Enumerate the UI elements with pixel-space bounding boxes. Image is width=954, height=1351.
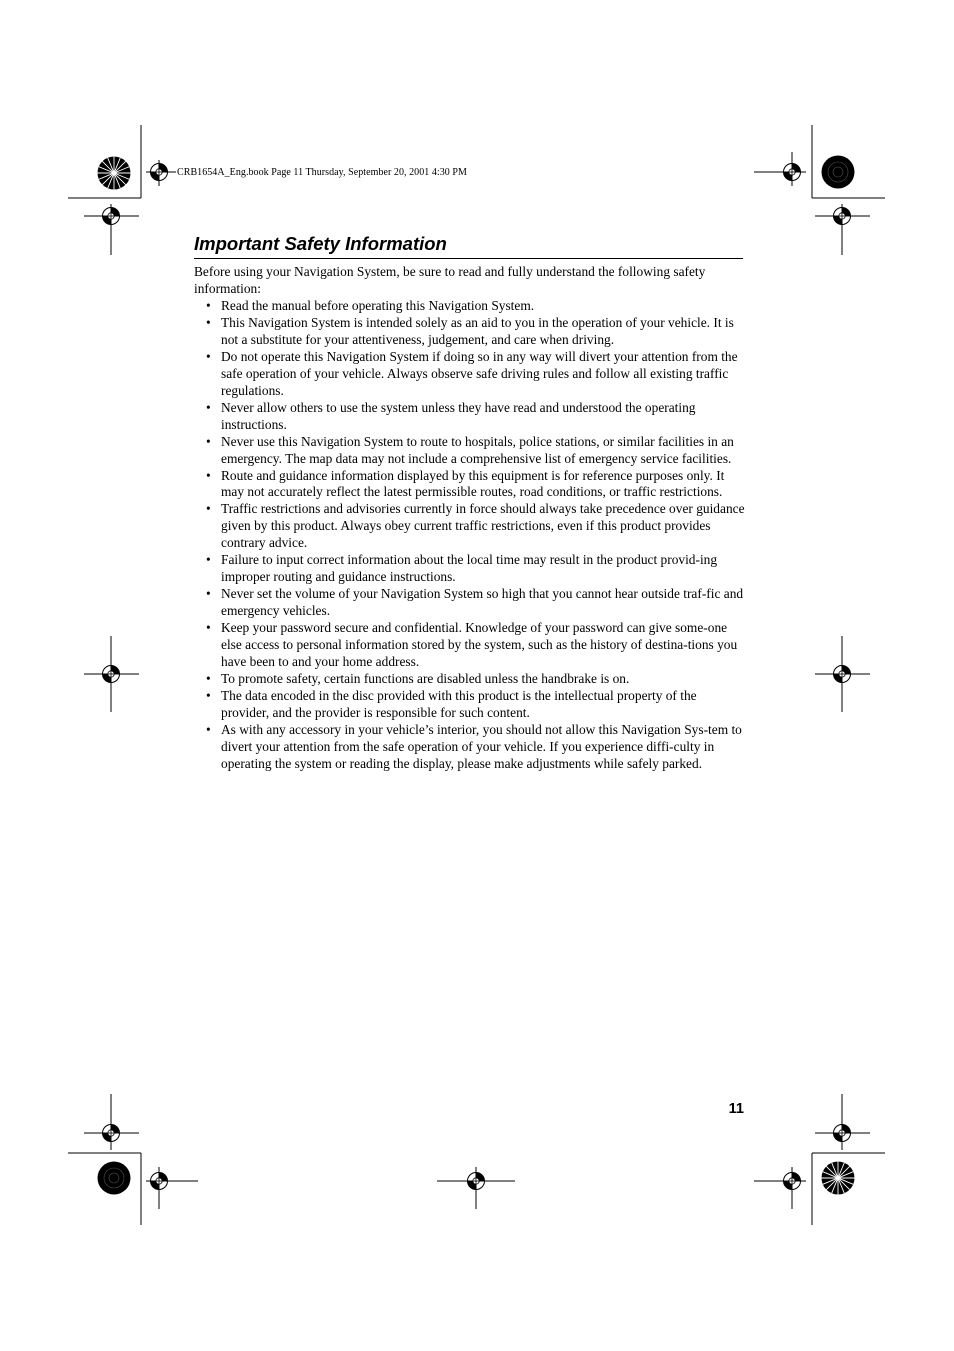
bullet-icon: • <box>206 721 211 737</box>
list-item <box>194 501 746 552</box>
list-item <box>194 722 746 773</box>
list-item-text: Never allow others to use the system unless they have read and understood the operating instructions. <box>221 399 696 432</box>
bullet-icon: • <box>206 314 211 330</box>
bullet-icon: • <box>206 620 211 636</box>
bullet-icon: • <box>206 298 211 313</box>
list-item <box>194 468 746 502</box>
bullet-icon: • <box>206 670 211 686</box>
list-item-text: Traffic restrictions and advisories currently in force should always take precedence over guidance given by this product. Always obey current traffic restrictions, even if this product provides contrary advice. <box>221 501 745 551</box>
book-header-info: CRB1654A_Eng.book Page 11 Thursday, September 20, 2001 4:30 PM <box>177 167 467 178</box>
list-item-text: The data encoded in the disc provided with this product is the intellectual property of the provider, and the provider is responsible for such content. <box>221 687 697 720</box>
list-item <box>194 688 746 722</box>
intro-paragraph: Before using your Navigation System, be sure to read and fully understand the following safety information: <box>194 264 706 296</box>
list-item-text: Do not operate this Navigation System if doing so in any way will divert your attention from the safe operation of your vehicle. Always observe safe driving rules and follow all existing traffic regulations. <box>221 348 738 398</box>
list-item <box>194 434 746 468</box>
bullet-icon: • <box>206 467 211 483</box>
list-item-text: Never use this Navigation System to route to hospitals, police stations, or similar facilities in an emergency. The map data may not include a comprehensive list of emergency service facilities. <box>221 433 734 466</box>
bullet-icon: • <box>206 348 211 364</box>
list-item <box>194 298 746 315</box>
bullet-icon: • <box>206 501 211 517</box>
list-item <box>194 620 746 671</box>
safety-list <box>194 298 746 773</box>
list-item <box>194 671 746 688</box>
list-item-text: This Navigation System is intended solely as an aid to you in the operation of your vehicle. It is not a substitute for your attentiveness, judgement, and care when driving. <box>221 314 734 347</box>
bullet-icon: • <box>206 552 211 568</box>
list-item-text: Route and guidance information displayed by this equipment is for reference purposes only. It may not accurately reflect the latest permissible routes, road conditions, or traffic restrictions. <box>221 467 725 500</box>
bullet-icon: • <box>206 586 211 602</box>
list-item-text: Read the manual before operating this Navigation System. <box>221 298 535 313</box>
section-title: Important Safety Information <box>194 232 743 259</box>
list-item-text: To promote safety, certain functions are disabled unless the handbrake is on. <box>221 670 630 686</box>
list-item-text: Keep your password secure and confidential. Knowledge of your password can give some-one else access to personal information stored by the system, such as the history of destina-tions you have been to and your home address. <box>221 620 738 670</box>
list-item <box>194 552 746 586</box>
list-item-text: Failure to input correct information about the local time may result in the product provid-ing improper routing and guidance instructions. <box>221 552 718 585</box>
page-number: 11 <box>728 1101 744 1117</box>
list-item <box>194 586 746 620</box>
bullet-icon: • <box>206 399 211 415</box>
bullet-icon: • <box>206 687 211 703</box>
list-item-text: Never set the volume of your Navigation System so high that you cannot hear outside traf-fic and emergency vehicles. <box>221 586 744 619</box>
list-item <box>194 349 746 400</box>
list-item <box>194 400 746 434</box>
bullet-icon: • <box>206 433 211 449</box>
list-item-text: As with any accessory in your vehicle’s interior, you should not allow this Navigation Sys-tem to divert your attention from the safe operation of your vehicle. If you experience diffi-culty in operating the system or reading the display, please make adjustments while safely parked. <box>221 721 742 771</box>
list-item <box>194 315 746 349</box>
